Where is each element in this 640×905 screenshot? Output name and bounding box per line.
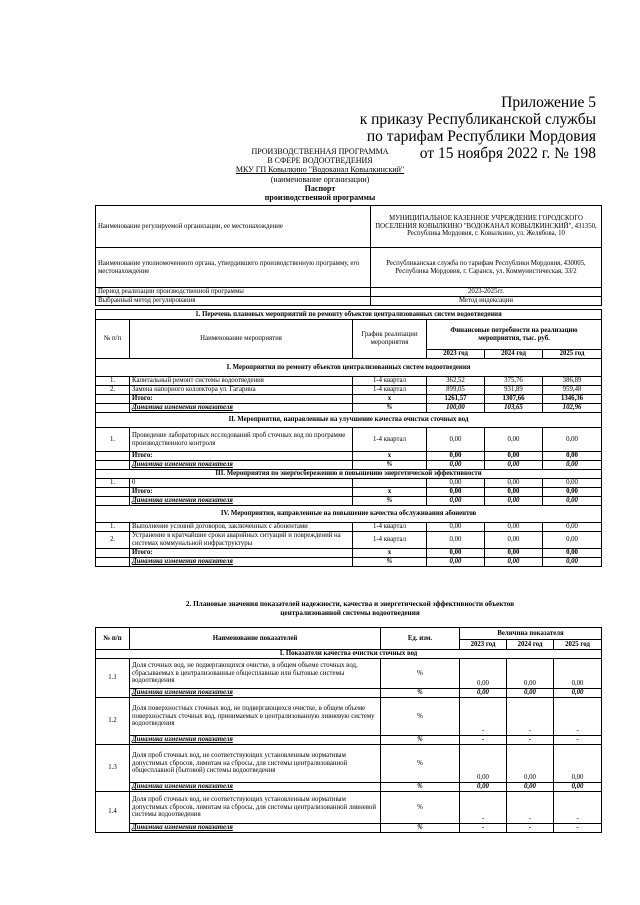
row-value: 375,76 bbox=[485, 377, 543, 386]
section-title: II. Мероприятия, направленные на улучшение качества очистки сточных вод bbox=[96, 413, 602, 428]
dynamics-value: 102,96 bbox=[543, 404, 602, 413]
total-value: 1307,66 bbox=[485, 395, 543, 404]
total-mark: х bbox=[353, 488, 427, 497]
dynamics-label: Динамика изменения показателя bbox=[130, 689, 381, 698]
row-num: 1.2 bbox=[96, 698, 130, 745]
organization-caption: (наименование организации) bbox=[270, 174, 370, 184]
passport-value: Республиканская служба по тарифам Республики Мордовия, 430005, Республика Мордовия, г. Саранск, ул. Коммунистическая, 33/2 bbox=[371, 248, 602, 288]
row-schedule bbox=[353, 479, 427, 488]
dynamics-value: 0,00 bbox=[460, 689, 507, 698]
passport-title: Паспорт bbox=[304, 183, 336, 193]
row-value: 0,00 bbox=[507, 659, 554, 689]
passport-row bbox=[96, 206, 602, 248]
row-value: 0,00 bbox=[543, 523, 602, 532]
row-name: Проведение лабораторных исследований проб сточных вод по программе производственного контроля bbox=[130, 428, 353, 452]
passport-value: Метод индексации bbox=[371, 297, 602, 306]
dynamics-value: 0,00 bbox=[543, 461, 602, 470]
col-finance-header: Финансовые потребности на реализацию мероприятия, тыс. руб. bbox=[427, 320, 602, 350]
row-value: 0,00 bbox=[460, 745, 507, 783]
dynamics-row bbox=[96, 783, 602, 792]
passport-subtitle: производственной программы bbox=[264, 193, 376, 203]
dynamics-row bbox=[96, 824, 602, 833]
row-name: Капитальный ремонт системы водоотведения bbox=[130, 377, 353, 386]
row-name: Доля сточных вод, не подвергающихся очистке, в общем объеме сточных вод, сбрасываемых в централизованные общесплавные или бытовые системы водоотведения bbox=[130, 659, 381, 689]
table-row bbox=[96, 698, 602, 736]
dynamics-value: - bbox=[554, 736, 602, 745]
table-row bbox=[96, 377, 602, 386]
total-row bbox=[96, 452, 602, 461]
organization-name: МКУ ГП Ковылкино "Водоканал Ковылкинский" bbox=[235, 165, 405, 175]
total-label: Итого: bbox=[130, 488, 353, 497]
col-schedule-header: График реализации мероприятия bbox=[353, 320, 427, 359]
row-value: 0,00 bbox=[427, 479, 485, 488]
total-row bbox=[96, 395, 602, 404]
dynamics-unit: % bbox=[353, 404, 427, 413]
row-value: 959,48 bbox=[543, 386, 602, 395]
passport-value: МУНИЦИПАЛЬНОЕ КАЗЕННОЕ УЧРЕЖДЕНИЕ ГОРОДСКОГО ПОСЕЛЕНИЯ КОВЫЛКИНО "ВОДОКАНАЛ КОВЫЛКИНСКИЙ", 431350, Республика Мордовия, г. Ковылкино, ул. Желябова, 10 bbox=[371, 206, 602, 248]
col-name-header: Наименование мероприятия bbox=[130, 320, 353, 359]
row-value: 0,00 bbox=[427, 532, 485, 549]
dynamics-label: Динамика изменения показателя bbox=[130, 558, 353, 567]
row-value: - bbox=[507, 698, 554, 736]
dynamics-label: Динамика изменения показателя bbox=[130, 783, 381, 792]
dynamics-value: 0,00 bbox=[554, 783, 602, 792]
section-title: I. Мероприятия по ремонту объектов централизованных систем водоотведения bbox=[96, 359, 602, 377]
total-label: Итого: bbox=[130, 452, 353, 461]
dynamics-label: Динамика изменения показателя bbox=[130, 461, 353, 470]
col-num-header: № п/п bbox=[96, 628, 130, 650]
dynamics-value: 0,00 bbox=[427, 497, 485, 506]
year-header: 2023 год bbox=[460, 640, 507, 650]
row-value: 0,00 bbox=[543, 428, 602, 452]
part2-title: 2. Плановые значения показателей надежности, качества и энергетической эффективности объектов централизованной системы водоотведения bbox=[185, 600, 515, 617]
dynamics-row bbox=[96, 558, 602, 567]
dynamics-value: 0,00 bbox=[543, 558, 602, 567]
appendix-line: Приложение 5 bbox=[501, 94, 596, 111]
passport-value: 2023-2025гг. bbox=[371, 288, 602, 297]
row-unit: % bbox=[381, 745, 460, 783]
total-mark: х bbox=[353, 549, 427, 558]
section-title: I. Показатели качества очистки сточных вод bbox=[96, 650, 602, 659]
total-value: 0,00 bbox=[427, 549, 485, 558]
passport-row bbox=[96, 297, 602, 306]
row-value: 899,05 bbox=[427, 386, 485, 395]
row-name: Доля поверхностных сточных вод, не подвергающихся очистке, в общем объеме поверхностных сточных вод, принимаемых в централизованную ливневую систему водоотведения bbox=[130, 698, 381, 736]
passport-label: Наименование уполномоченного органа, утвердившего производственную программу, его местонахождение bbox=[96, 248, 371, 288]
dynamics-value: - bbox=[507, 736, 554, 745]
row-num: 1.1 bbox=[96, 659, 130, 698]
row-value: 0,00 bbox=[543, 479, 602, 488]
passport-row bbox=[96, 288, 602, 297]
total-value: 0,00 bbox=[543, 488, 602, 497]
row-name: Замена напорного коллектора ул. Гагарина bbox=[130, 386, 353, 395]
year-header: 2025 год bbox=[554, 640, 602, 650]
dynamics-value: - bbox=[554, 824, 602, 833]
row-value: 0,00 bbox=[427, 523, 485, 532]
dynamics-value: 0,00 bbox=[507, 689, 554, 698]
passport-label: Выбранный метод регулирования bbox=[96, 297, 371, 306]
row-num: 1. bbox=[96, 523, 130, 532]
row-num: 2. bbox=[96, 532, 130, 549]
total-value: 0,00 bbox=[543, 452, 602, 461]
total-value: 0,00 bbox=[543, 549, 602, 558]
dynamics-value: 0,00 bbox=[485, 461, 543, 470]
row-num: 1.4 bbox=[96, 792, 130, 833]
row-name: Устранение в кратчайшие сроки аварийных ситуаций и повреждений на системах коммунальной инфраструктуры bbox=[130, 532, 353, 549]
dynamics-value: - bbox=[507, 824, 554, 833]
appendix-line: от 15 ноября 2022 г. № 198 bbox=[419, 145, 596, 162]
table-row bbox=[96, 532, 602, 549]
table-row bbox=[96, 523, 602, 532]
dynamics-row bbox=[96, 404, 602, 413]
dynamics-value: 0,00 bbox=[485, 497, 543, 506]
total-value: 0,00 bbox=[485, 549, 543, 558]
table-row bbox=[96, 659, 602, 689]
dynamics-value: 100,00 bbox=[427, 404, 485, 413]
total-mark: х bbox=[353, 395, 427, 404]
program-header bbox=[0, 147, 640, 202]
dynamics-unit: % bbox=[353, 558, 427, 567]
year-header: 2024 год bbox=[485, 350, 543, 359]
col-name-header: Наименование показателей bbox=[130, 628, 381, 650]
col-num-header: № п/п bbox=[96, 320, 130, 359]
row-name: 0 bbox=[130, 479, 353, 488]
dynamics-value: 0,00 bbox=[507, 783, 554, 792]
dynamics-value: 0,00 bbox=[554, 689, 602, 698]
total-value: 0,00 bbox=[485, 488, 543, 497]
row-value: - bbox=[554, 698, 602, 736]
row-schedule: 1-4 квартал bbox=[353, 523, 427, 532]
dynamics-label: Динамика изменения показателя bbox=[130, 824, 381, 833]
section-title: III. Мероприятия по энергосбережению и повышению энергетической эффективности bbox=[96, 470, 602, 479]
total-value: 1346,36 bbox=[543, 395, 602, 404]
dynamics-unit: % bbox=[381, 736, 460, 745]
appendix-line: по тарифам Республики Мордовия bbox=[366, 128, 596, 145]
dynamics-label: Динамика изменения показателя bbox=[130, 497, 353, 506]
row-num: 1.3 bbox=[96, 745, 130, 792]
dynamics-row bbox=[96, 736, 602, 745]
dynamics-unit: % bbox=[353, 497, 427, 506]
table-row bbox=[96, 745, 602, 783]
row-value: 931,89 bbox=[485, 386, 543, 395]
row-value: 0,00 bbox=[554, 659, 602, 689]
dynamics-unit: % bbox=[353, 461, 427, 470]
year-header: 2024 год bbox=[507, 640, 554, 650]
row-value: 0,00 bbox=[485, 428, 543, 452]
row-unit: % bbox=[381, 698, 460, 736]
section-title: IV. Мероприятия, направленные на повышение качества обслуживания абонентов bbox=[96, 506, 602, 523]
passport-label: Наименование регулируемой организации, ее местонахождение bbox=[96, 206, 371, 248]
col-value-header: Величина показателя bbox=[460, 628, 602, 640]
total-value: 0,00 bbox=[485, 452, 543, 461]
passport-table bbox=[95, 205, 602, 306]
row-num: 1. bbox=[96, 377, 130, 386]
row-name: Доля проб сточных вод, не соответствующих установленным нормативам допустимых сбросов, лимитам на сбросы, для системы централизованной ливневой системы водоотведения bbox=[130, 792, 381, 824]
row-value: 0,00 bbox=[554, 745, 602, 783]
dynamics-value: 0,00 bbox=[460, 783, 507, 792]
dynamics-unit: % bbox=[381, 824, 460, 833]
dynamics-value: 0,00 bbox=[543, 497, 602, 506]
row-schedule: 1-4 квартал bbox=[353, 377, 427, 386]
dynamics-value: 0,00 bbox=[485, 558, 543, 567]
dynamics-value: 103,65 bbox=[485, 404, 543, 413]
dynamics-row bbox=[96, 461, 602, 470]
part1-title: 1. Перечень плановых мероприятий по ремонту объектов централизованных систем водоотведения bbox=[96, 310, 602, 320]
dynamics-unit: % bbox=[381, 783, 460, 792]
row-value: 0,00 bbox=[485, 532, 543, 549]
dynamics-row bbox=[96, 497, 602, 506]
row-schedule: 1-4 квартал bbox=[353, 532, 427, 549]
row-schedule: 1-4 квартал bbox=[353, 428, 427, 452]
dynamics-row bbox=[96, 689, 602, 698]
row-value: 0,00 bbox=[485, 523, 543, 532]
table-row bbox=[96, 386, 602, 395]
row-unit: % bbox=[381, 792, 460, 824]
total-value: 0,00 bbox=[427, 488, 485, 497]
row-num: 1. bbox=[96, 428, 130, 452]
row-value: 0,00 bbox=[485, 479, 543, 488]
dynamics-value: - bbox=[460, 824, 507, 833]
row-value: - bbox=[507, 792, 554, 824]
row-value: - bbox=[554, 792, 602, 824]
row-unit: % bbox=[381, 659, 460, 689]
passport-label: Период реализации производственной программы bbox=[96, 288, 371, 297]
row-value: - bbox=[460, 792, 507, 824]
indicators-table bbox=[95, 627, 602, 833]
row-value: 0,00 bbox=[543, 532, 602, 549]
program-subtitle: В СФЕРЕ ВОДООТВЕДЕНИЯ bbox=[267, 156, 373, 166]
dynamics-unit: % bbox=[381, 689, 460, 698]
table-row bbox=[96, 428, 602, 452]
row-value: - bbox=[460, 698, 507, 736]
row-name: Доля проб сточных вод, не соответствующих установленным нормативам допустимых сбросов, лимитам на сбросы, для системы централизованной общесплавной (бытовой) системы водоотведения bbox=[130, 745, 381, 783]
table-row bbox=[96, 792, 602, 824]
table-row bbox=[96, 479, 602, 488]
col-unit-header: Ед. изм. bbox=[381, 628, 460, 650]
appendix-line: к приказу Республиканской службы bbox=[359, 111, 596, 128]
total-label: Итого: bbox=[130, 395, 353, 404]
total-row bbox=[96, 549, 602, 558]
total-label: Итого: bbox=[130, 549, 353, 558]
total-mark: х bbox=[353, 452, 427, 461]
year-header: 2025 год bbox=[543, 350, 602, 359]
row-value: 0,00 bbox=[507, 745, 554, 783]
dynamics-value: 0,00 bbox=[427, 558, 485, 567]
year-header: 2023 год bbox=[427, 350, 485, 359]
program-title: ПРОИЗВОДСТВЕННАЯ ПРОГРАММА bbox=[251, 147, 389, 156]
dynamics-value: 0,00 bbox=[427, 461, 485, 470]
total-value: 1261,57 bbox=[427, 395, 485, 404]
total-row bbox=[96, 488, 602, 497]
row-num: 2. bbox=[96, 386, 130, 395]
row-value: 362,52 bbox=[427, 377, 485, 386]
row-name: Выполнение условий договоров, заключенных с абонентами bbox=[130, 523, 353, 532]
row-num: 1. bbox=[96, 479, 130, 488]
passport-row bbox=[96, 248, 602, 288]
row-value: 386,89 bbox=[543, 377, 602, 386]
dynamics-label: Динамика изменения показателя bbox=[130, 736, 381, 745]
measures-table bbox=[95, 309, 602, 567]
dynamics-value: - bbox=[460, 736, 507, 745]
row-value: 0,00 bbox=[460, 659, 507, 689]
dynamics-label: Динамика изменения показателя bbox=[130, 404, 353, 413]
row-schedule: 1-4 квартал bbox=[353, 386, 427, 395]
row-value: 0,00 bbox=[427, 428, 485, 452]
total-value: 0,00 bbox=[427, 452, 485, 461]
